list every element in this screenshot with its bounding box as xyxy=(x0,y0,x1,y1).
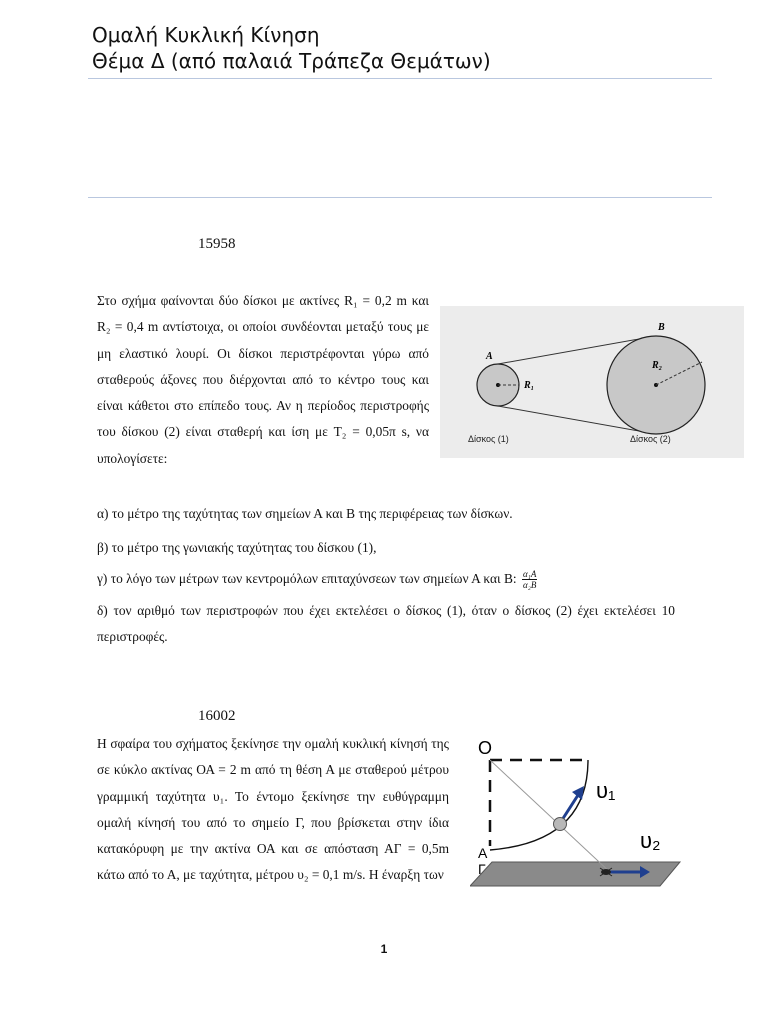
label-r2: R₂ xyxy=(652,360,663,371)
disks-belt-figure xyxy=(440,306,744,458)
ratio-fraction xyxy=(522,569,537,590)
label-a2: Α xyxy=(478,845,488,861)
caption-disk-2: Δίσκος (2) xyxy=(630,434,671,444)
question-d: δ) τον αριθμό των περιστροφών που έχει εκτελέσει ο δίσκος (1), όταν ο δίσκος (2) έχει εκτελέσει 10 περιστροφές. xyxy=(97,603,675,644)
ratio-numerator: α₁Α xyxy=(523,569,537,580)
question-c xyxy=(97,569,675,590)
sphere-insect-figure xyxy=(470,734,686,900)
title-line-2: Θέμα Δ (από παλαιά Τράπεζα Θεμάτων) xyxy=(92,49,491,73)
header-divider xyxy=(88,78,712,79)
page-title xyxy=(92,22,491,74)
problem1-intro: Στο σχήμα φαίνονται δύο δίσκοι με ακτίνες R₁ = 0,2 m και R₂ = 0,4 m αντίστοιχα, οι οποίοι συνδέονται μεταξύ τους με μη ελαστικό λουρί. Οι δίσκοι περιστρέφονται γύρω από σταθερούς άξονες που διέρχονται από το κέντρο τους και είναι κάθετοι στο επίπεδο τους. Αν η περίοδος περιστροφής του δίσκου (2) είναι σταθερή και ίση με T₂ = 0,05π s, να υπολογίσετε: xyxy=(97,293,429,466)
label-o: Ο xyxy=(478,738,493,758)
problem-id-15958: 15958 xyxy=(198,236,236,252)
label-b: B xyxy=(658,322,665,333)
section-divider xyxy=(88,197,712,198)
ratio-denominator: α₂Β xyxy=(523,580,537,591)
label-a: A xyxy=(486,351,493,362)
page-number: 1 xyxy=(380,942,388,956)
question-b: β) το μέτρο της γωνιακής ταχύτητας του δίσκου (1), xyxy=(97,540,377,555)
ground-plane xyxy=(470,862,680,886)
title-line-1: Ομαλή Κυκλική Κίνηση xyxy=(92,23,320,47)
label-u2: υ₂ xyxy=(640,828,661,853)
label-u1: υ₁ xyxy=(596,778,616,803)
problem2-intro: Η σφαίρα του σχήματος ξεκίνησε την ομαλή κυκλική κίνησή της σε κύκλο ακτίνας ΟΑ = 2 m από τη θέση Α με σταθερού μέτρου γραμμική ταχύτητα υ₁. Το έντομο ξεκίνησε την ευθύγραμμη ομαλή κίνησή του από το σημείο Γ, που βρίσκεται στην ίδια κατακόρυφη με την ακτίνα ΟΑ και σε απόσταση ΑΓ = 0,5m κάτω από το Α, με ταχύτητα, μέτρου υ₂ = 0,1 m/s. Η έναρξη των xyxy=(97,736,449,883)
question-a: α) το μέτρο της ταχύτητας των σημείων Α και Β της περιφέρειας των δίσκων. xyxy=(97,506,513,521)
insect-icon xyxy=(600,868,612,876)
problem-id-16002: 16002 xyxy=(198,708,236,724)
label-g: Γ xyxy=(478,861,486,877)
velocity-u1-arrowhead xyxy=(572,786,584,800)
label-r1: R₁ xyxy=(524,380,535,391)
caption-disk-1: Δίσκος (1) xyxy=(468,434,509,444)
question-c-text: γ) το λόγο των μέτρων των κεντρομόλων επιταχύνσεων των σημείων Α και Β: xyxy=(97,571,517,586)
line-of-sight xyxy=(490,760,612,874)
sphere xyxy=(554,818,567,831)
